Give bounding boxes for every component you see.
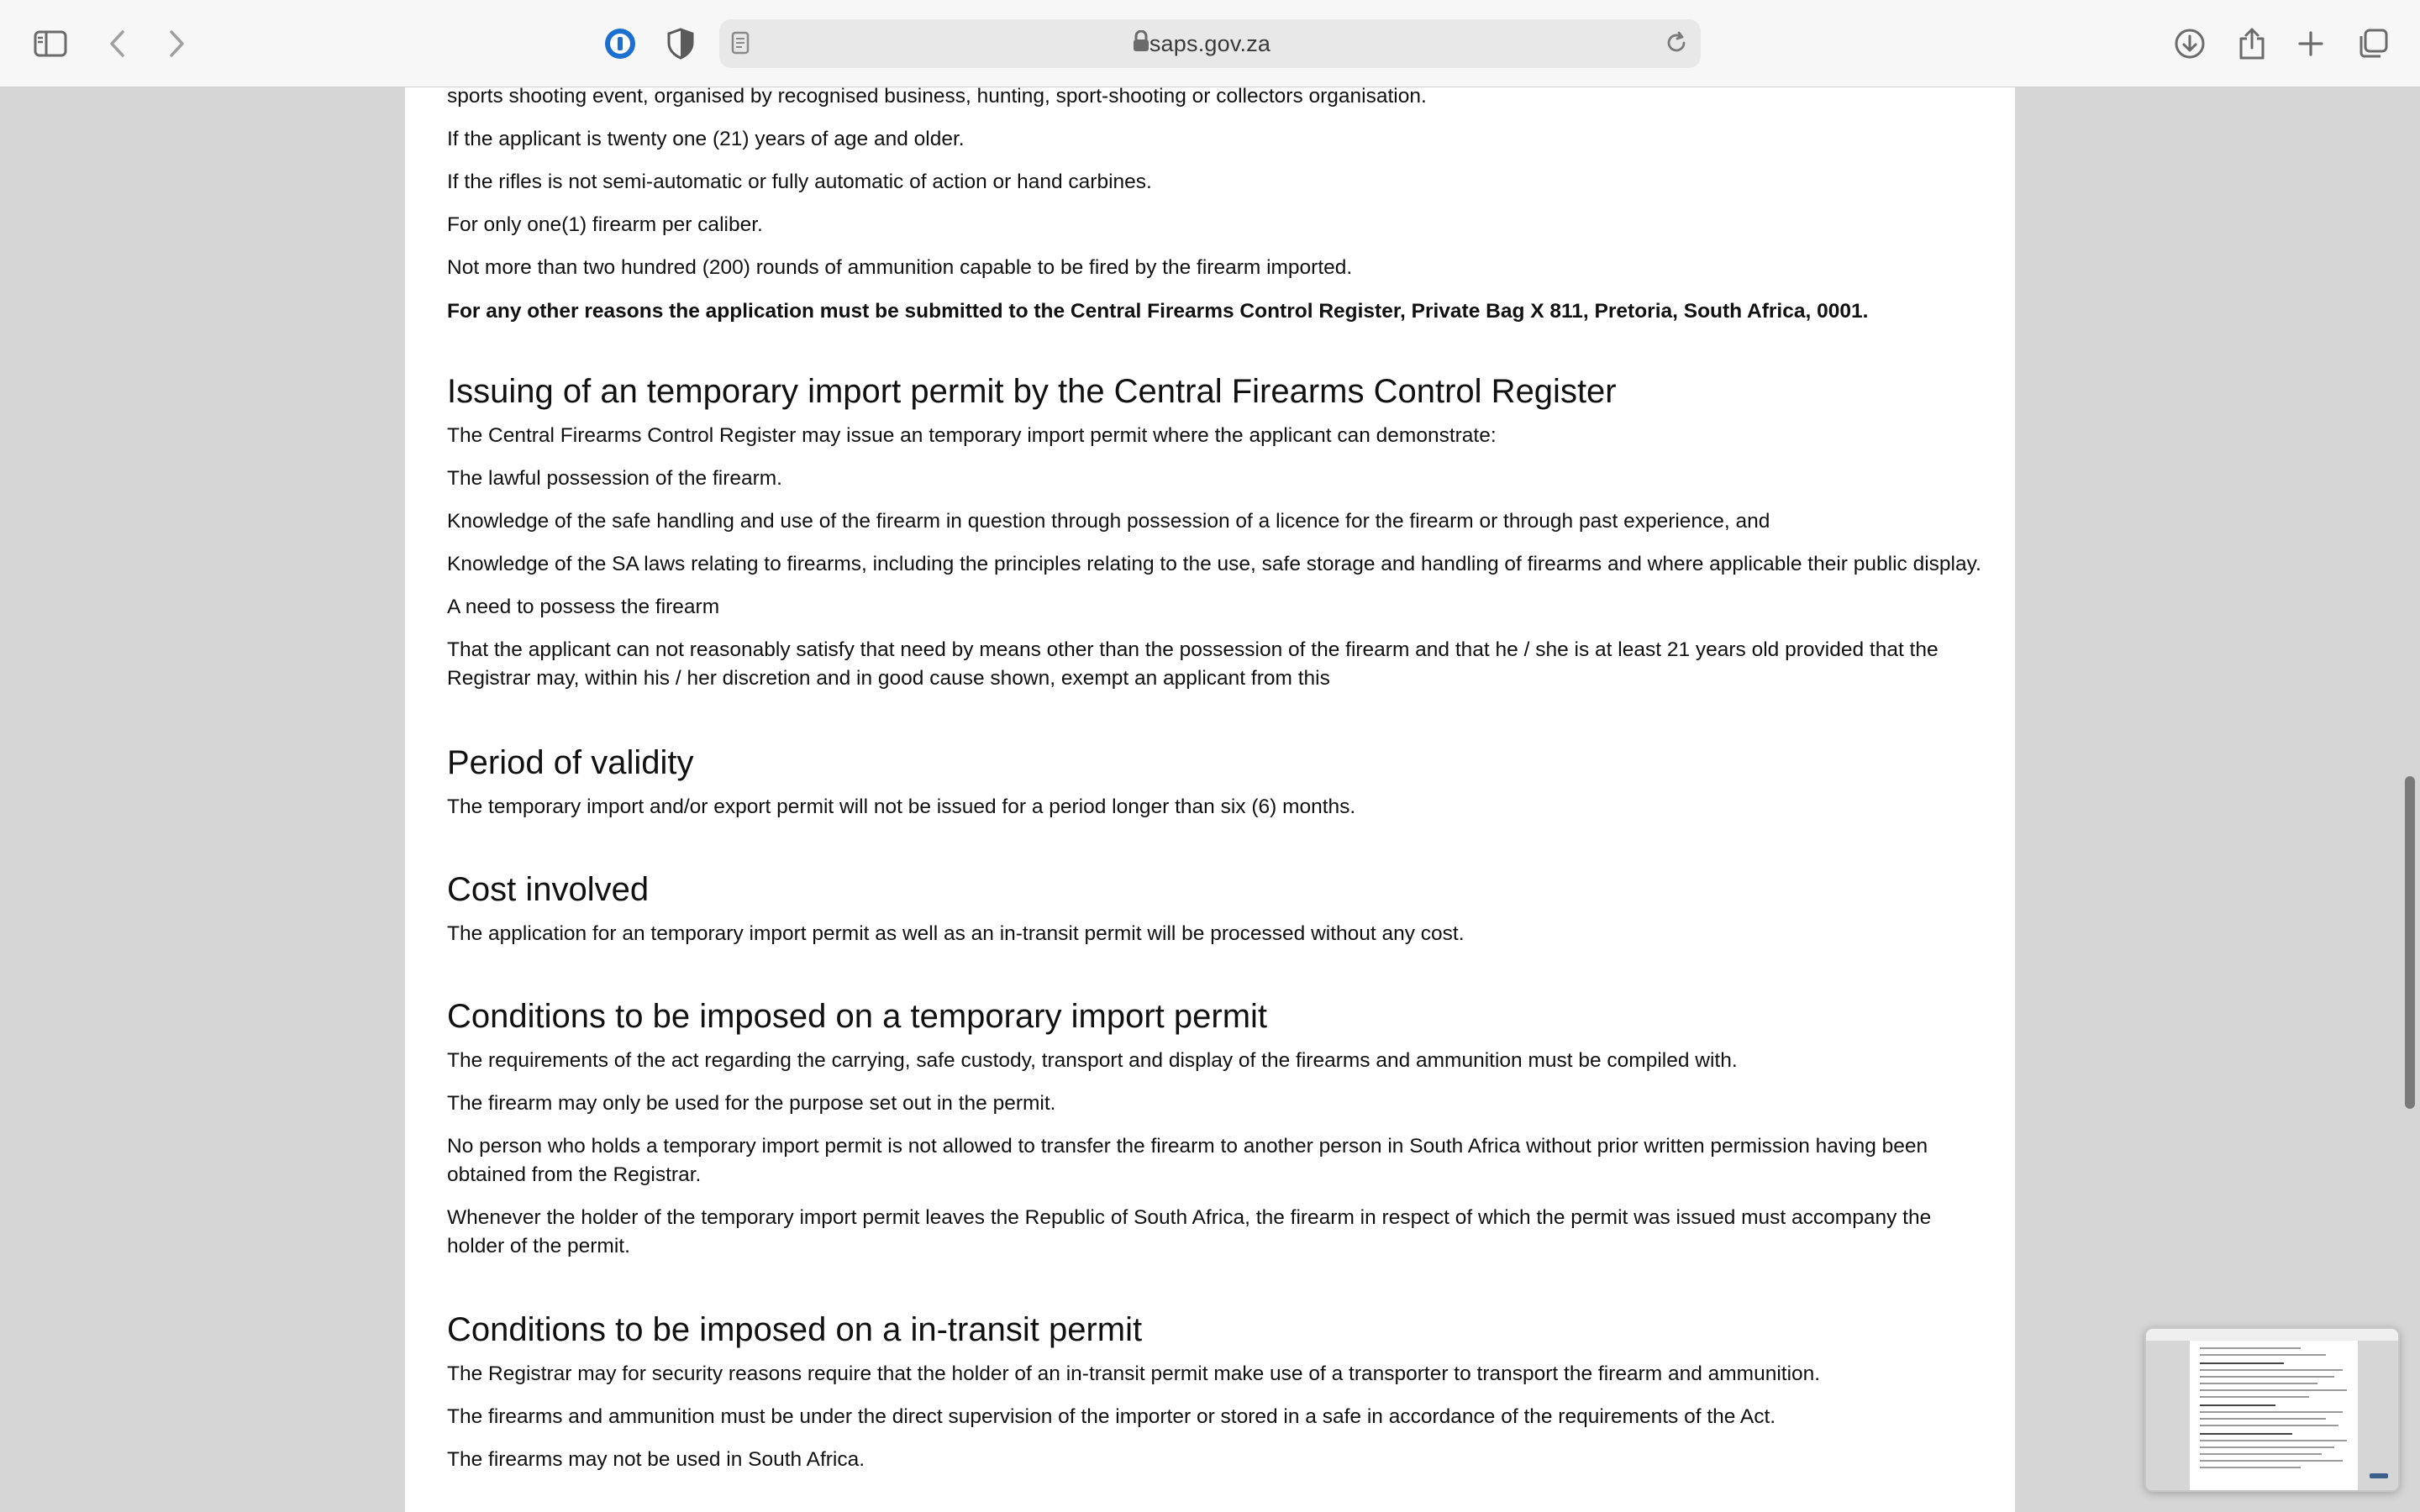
share-icon[interactable] — [2227, 18, 2277, 69]
thumbnail-text-line — [2200, 1446, 2334, 1448]
thumbnail-text-line — [2200, 1376, 2334, 1378]
thumbnail-text-line — [2200, 1383, 2317, 1384]
section-heading: Conditions to be imposed on a temporary import permit — [447, 998, 1268, 1035]
new-tab-icon[interactable] — [2286, 18, 2336, 69]
thumbnail-text-line — [2200, 1404, 2275, 1406]
paragraph: For only one(1) firearm per caliber. — [447, 213, 763, 236]
thumbnail-margin — [2146, 1341, 2190, 1492]
tabs-overview-icon[interactable] — [2348, 18, 2398, 69]
thumbnail-button — [2370, 1473, 2388, 1478]
thumbnail-margin — [2358, 1341, 2400, 1492]
paragraph: Whenever the holder of the temporary import permit leaves the Republic of South Africa, the firearm in respect of which the permit was issued must accompany the holder of the permit. — [447, 1206, 1932, 1257]
paragraph: If the rifles is not semi-automatic or fully automatic of action or hand carbines. — [447, 171, 1152, 193]
thumbnail-text-line — [2200, 1389, 2347, 1391]
lock-icon — [1133, 30, 1150, 56]
paragraph: The requirements of the act regarding the carrying, safe custody, transport and display of the firearms and ammunition must be compiled with. — [447, 1049, 1738, 1072]
paragraph: That the applicant can not reasonably satisfy that need by means other than the possession of the firearm and that he / she is at least 21 years old provided that the Registrar may, within his / her discretion and in good cause shown, exempt an applicant from this — [447, 638, 1939, 690]
paragraph: The firearms and ammunition must be under the direct supervision of the importer or stored in a safe in accordance of the requirements of the Act. — [447, 1405, 1776, 1428]
back-icon[interactable] — [92, 18, 143, 69]
section-heading: Issuing of an temporary import permit by the Central Firearms Control Register — [447, 373, 1617, 410]
paragraph: Knowledge of the SA laws relating to firearms, including the principles relating to the use, safe storage and handling of firearms and where applicable their public display. — [447, 553, 1981, 575]
thumbnail-text-line — [2200, 1396, 2309, 1398]
paragraph: Not more than two hundred (200) rounds of ammunition capable to be fired by the firearm imported. — [447, 256, 1353, 279]
paragraph: The firearms may not be used in South Africa. — [447, 1448, 865, 1471]
paragraph: No person who holds a temporary import permit is not allowed to transfer the firearm to another person in South Africa without prior written permission having been obtained from the Registrar. — [447, 1135, 1928, 1186]
forward-icon[interactable] — [151, 18, 202, 69]
thumbnail-text-line — [2200, 1433, 2292, 1435]
paragraph: Knowledge of the safe handling and use of the firearm in question through possession of a licence for the firearm or through past experience, and — [447, 510, 1770, 533]
scrollbar-thumb[interactable] — [2405, 776, 2415, 1109]
thumbnail-text-line — [2200, 1347, 2301, 1349]
paragraph: The Registrar may for security reasons require that the holder of an in-transit permit make use of a transporter to transport the firearm and ammunition. — [447, 1362, 1821, 1385]
section-heading: Conditions to be imposed on a in-transit permit — [447, 1311, 1143, 1348]
thumbnail-text-line — [2200, 1369, 2343, 1371]
paragraph: A need to possess the firearm — [447, 596, 720, 618]
paragraph: The lawful possession of the firearm. — [447, 467, 782, 490]
screenshot-thumbnail[interactable] — [2144, 1327, 2400, 1492]
password-icon[interactable] — [595, 18, 645, 69]
privacy-icon[interactable] — [655, 18, 706, 69]
page-margin-right — [2015, 87, 2420, 1512]
thumbnail-text-line — [2200, 1418, 2326, 1420]
section-heading: Cost involved — [447, 871, 650, 908]
thumbnail-text-line — [2200, 1425, 2338, 1426]
thumbnail-toolbar — [2146, 1329, 2398, 1341]
thumbnail-text-line — [2200, 1453, 2322, 1455]
thumbnail-text-line — [2200, 1440, 2347, 1441]
thumbnail-text-line — [2200, 1362, 2284, 1364]
paragraph: The firearm may only be used for the purpose set out in the permit. — [447, 1092, 1056, 1115]
thumbnail-text-line — [2200, 1411, 2343, 1413]
section-heading: Period of validity — [447, 744, 694, 781]
browser-toolbar — [0, 0, 2420, 87]
paragraph: The temporary import and/or export permit will not be issued for a period longer than six (6) months. — [447, 795, 1356, 818]
page-margin-left — [0, 87, 405, 1512]
download-icon[interactable] — [2165, 18, 2215, 69]
url-text[interactable]: saps.gov.za — [1149, 31, 1271, 56]
web-page — [405, 87, 2015, 1512]
thumbnail-text-line — [2200, 1467, 2301, 1468]
thumbnail-text-line — [2200, 1460, 2343, 1462]
thumbnail-text-line — [2200, 1354, 2326, 1356]
paragraph: If the applicant is twenty one (21) years of age and older. — [447, 128, 965, 150]
paragraph-bold: For any other reasons the application must be submitted to the Central Firearms Control Register, Private Bag X 811, Pretoria, South Africa, 0001. — [447, 300, 1869, 323]
paragraph: The application for an temporary import permit as well as an in-transit permit will be processed without any cost. — [447, 922, 1465, 945]
paragraph: The Central Firearms Control Register may issue an temporary import permit where the applicant can demonstrate: — [447, 424, 1497, 447]
paragraph: sports shooting event, organised by recognised business, hunting, sport-shooting or collectors organisation. — [447, 87, 1427, 108]
sidebar-icon[interactable] — [25, 18, 76, 69]
address-bar[interactable] — [719, 19, 1701, 68]
